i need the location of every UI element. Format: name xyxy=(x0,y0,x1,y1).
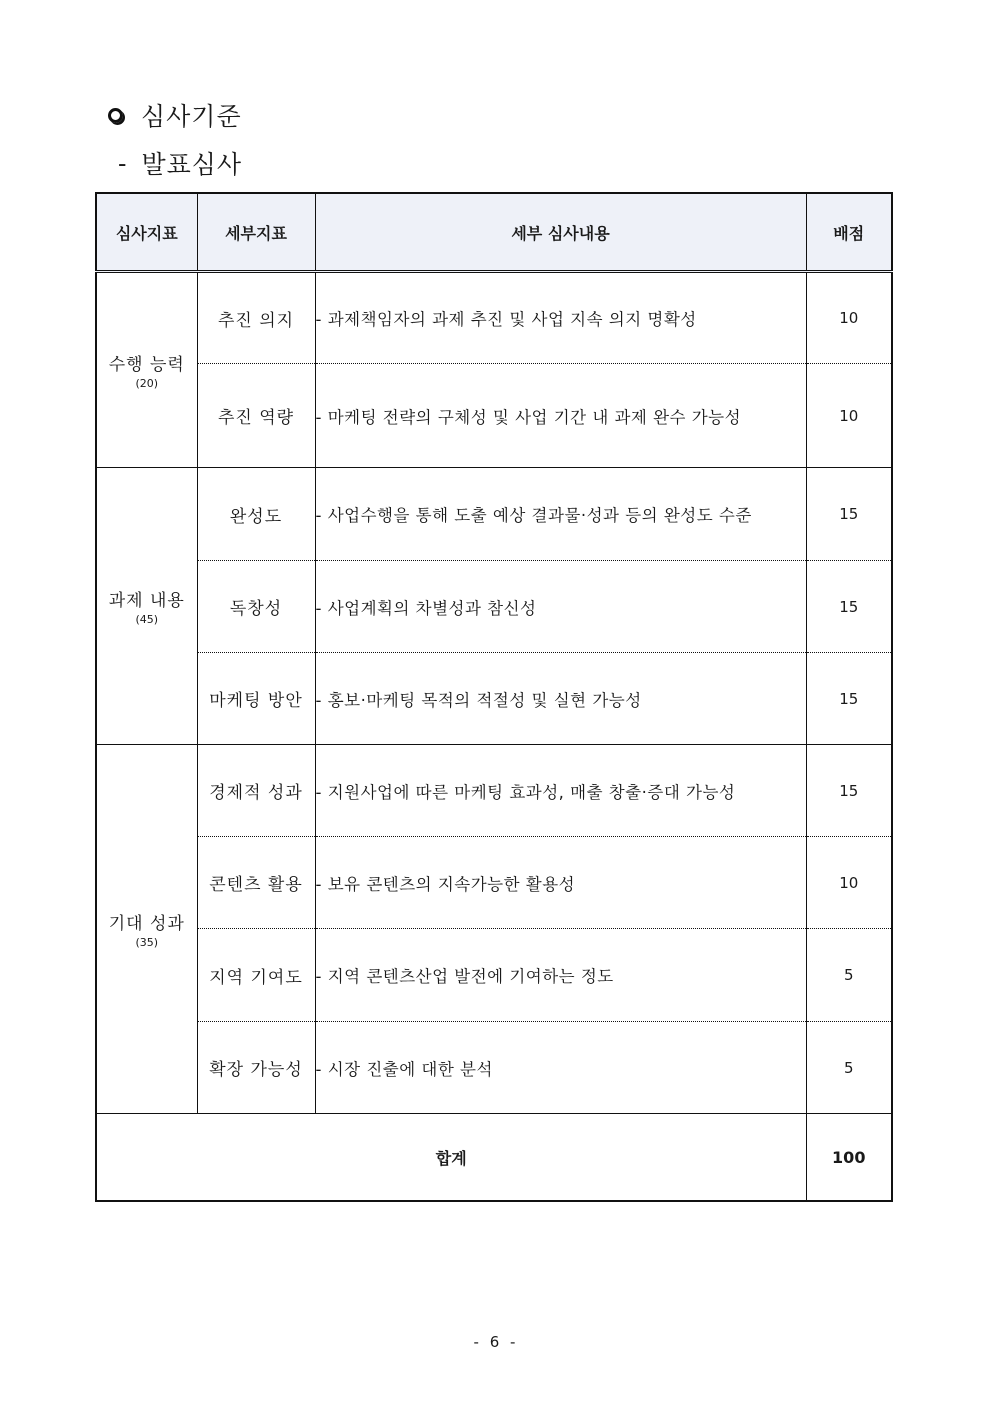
description-cell: - 마케팅 전략의 구체성 및 사업 기간 내 과제 완수 가능성 xyxy=(315,364,806,468)
category-score: (20) xyxy=(135,377,159,390)
score-cell: 15 xyxy=(806,653,892,745)
category-score: (35) xyxy=(135,936,159,949)
score-cell: 15 xyxy=(806,468,892,561)
score-cell: 15 xyxy=(806,745,892,837)
category-name: 수행 능력 xyxy=(108,355,185,375)
sub-criteria-cell: 지역 기여도 xyxy=(197,929,315,1022)
sub-title-dash: - xyxy=(118,148,128,178)
table-header-row xyxy=(96,193,892,272)
total-row xyxy=(96,1114,892,1202)
sub-criteria-cell: 확장 가능성 xyxy=(197,1022,315,1114)
header-sub-criteria: 세부지표 xyxy=(197,193,315,272)
table-row xyxy=(96,364,892,468)
score-cell: 5 xyxy=(806,929,892,1022)
sub-criteria-cell: 독창성 xyxy=(197,561,315,653)
description-cell: - 과제책임자의 과제 추진 및 사업 지속 의지 명확성 xyxy=(315,272,806,364)
table-row xyxy=(96,1022,892,1114)
sub-criteria-cell: 완성도 xyxy=(197,468,315,561)
sub-criteria-cell: 추진 역량 xyxy=(197,364,315,468)
score-cell: 5 xyxy=(806,1022,892,1114)
category-cell xyxy=(96,468,197,745)
table-row xyxy=(96,745,892,837)
circle-bullet-icon xyxy=(108,108,123,123)
total-score: 100 xyxy=(806,1114,892,1202)
score-cell: 10 xyxy=(806,837,892,929)
sub-criteria-cell: 마케팅 방안 xyxy=(197,653,315,745)
table-row xyxy=(96,653,892,745)
criteria-table xyxy=(95,192,893,1202)
category-name: 과제 내용 xyxy=(108,591,185,611)
category-cell xyxy=(96,272,197,468)
sub-criteria-cell: 경제적 성과 xyxy=(197,745,315,837)
header-category: 심사지표 xyxy=(96,193,197,272)
category-score: (45) xyxy=(135,613,159,626)
sub-criteria-cell: 추진 의지 xyxy=(197,272,315,364)
section-title-text: 심사기준 xyxy=(141,102,242,131)
table-row xyxy=(96,837,892,929)
page-number: - 6 - xyxy=(473,1333,519,1351)
category-name: 기대 성과 xyxy=(108,914,185,934)
header-score: 배점 xyxy=(806,193,892,272)
category-cell xyxy=(96,745,197,1114)
table-row xyxy=(96,272,892,364)
sub-criteria-cell: 콘텐츠 활용 xyxy=(197,837,315,929)
score-cell: 10 xyxy=(806,272,892,364)
table-row xyxy=(96,929,892,1022)
description-cell: - 시장 진출에 대한 분석 xyxy=(315,1022,806,1114)
description-cell: - 지원사업에 따른 마케팅 효과성, 매출 창출·증대 가능성 xyxy=(315,745,806,837)
table-row xyxy=(96,561,892,653)
section-title xyxy=(108,98,242,132)
total-label: 합계 xyxy=(96,1114,806,1202)
sub-title-text: 발표심사 xyxy=(141,150,243,179)
score-cell: 15 xyxy=(806,561,892,653)
description-cell: - 지역 콘텐츠산업 발전에 기여하는 정도 xyxy=(315,929,806,1022)
header-description: 세부 심사내용 xyxy=(315,193,806,272)
description-cell: - 보유 콘텐츠의 지속가능한 활용성 xyxy=(315,837,806,929)
sub-title xyxy=(118,146,242,180)
score-cell: 10 xyxy=(806,364,892,468)
table-row xyxy=(96,468,892,561)
description-cell: - 사업수행을 통해 도출 예상 결과물·성과 등의 완성도 수준 xyxy=(315,468,806,561)
description-cell: - 홍보·마케팅 목적의 적절성 및 실현 가능성 xyxy=(315,653,806,745)
description-cell: - 사업계획의 차별성과 참신성 xyxy=(315,561,806,653)
